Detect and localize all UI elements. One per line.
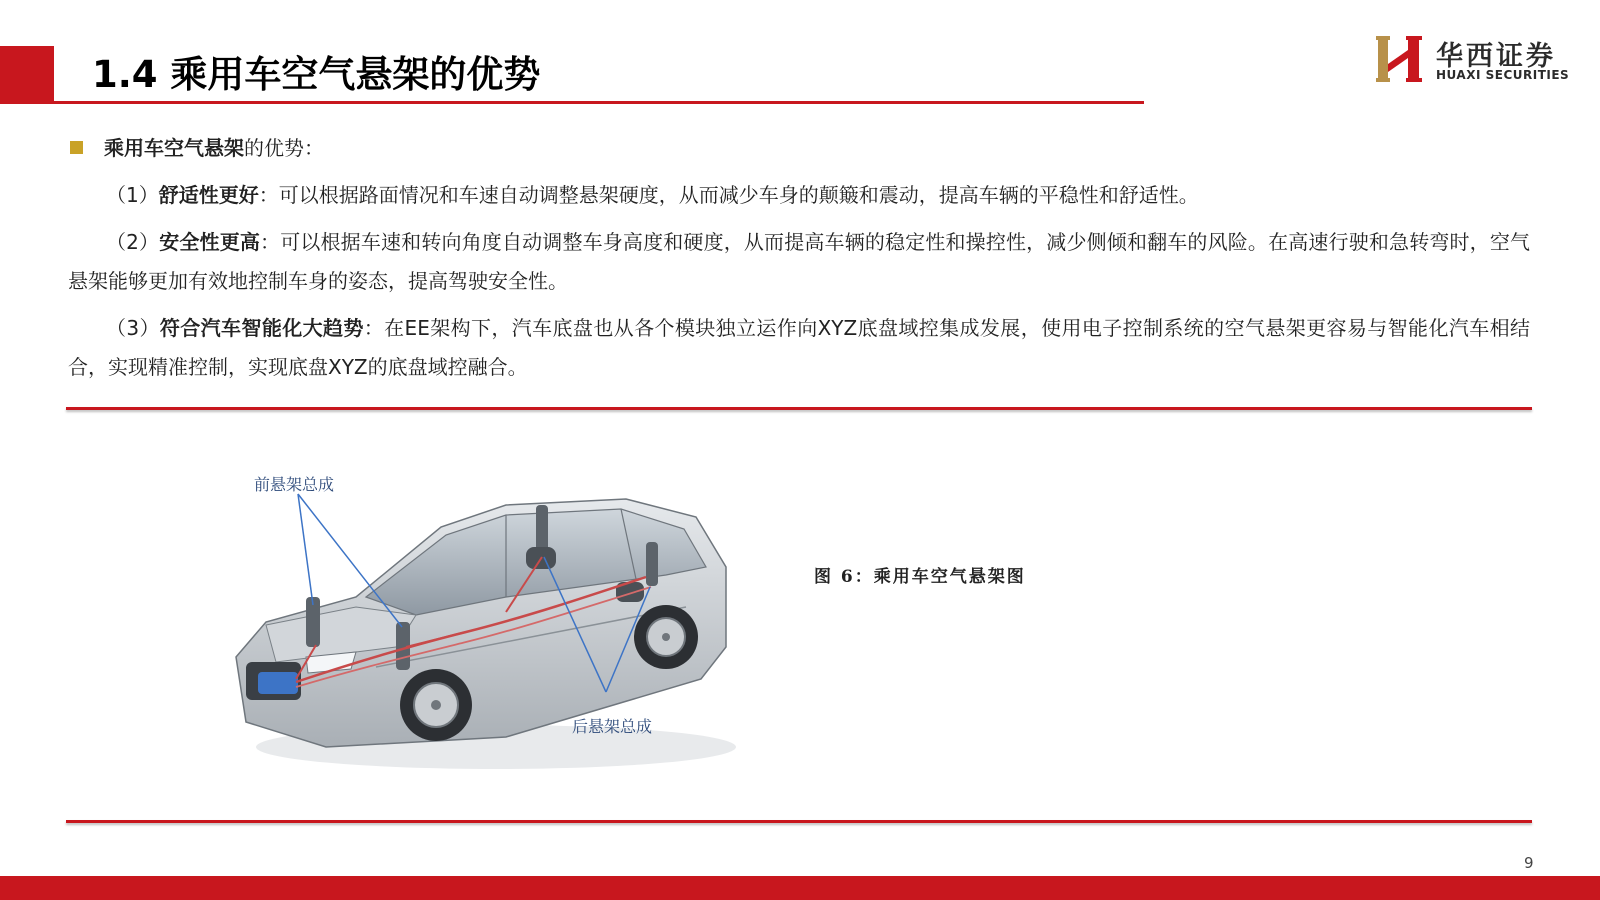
point-heading: 舒适性更好: [158, 183, 259, 207]
point-prefix: （3）: [106, 316, 160, 340]
front-suspension-label: 前悬架总成: [254, 475, 335, 494]
point-intelligence: [68, 309, 1530, 387]
air-suspension-figure: [206, 447, 736, 781]
point-text: ：可以根据车速和转向角度自动调整车身高度和硬度，从而提高车辆的稳定性和操控性，减少侧倾和翻车的风险。在高速行驶和急转弯时，空气悬架能够更加有效地控制车身的姿态，提高驾驶安全性。: [68, 230, 1531, 293]
square-bullet-icon: [70, 141, 83, 154]
huaxi-logo-icon: [1376, 34, 1424, 84]
page-title: 1.4 乘用车空气悬架的优势: [92, 53, 541, 96]
compressor-icon: [258, 672, 298, 694]
title-accent-block: [0, 46, 54, 104]
separator-bottom: [66, 820, 1532, 823]
lead-bold: 乘用车空气悬架: [104, 136, 244, 160]
separator-top: [66, 407, 1532, 410]
figure-caption: 图 6：乘用车空气悬架图: [814, 567, 1026, 587]
content-block: [68, 128, 1530, 387]
rear-wheel-icon: [634, 605, 698, 669]
point-prefix: （1）: [106, 183, 159, 207]
front-wheel-icon: [400, 669, 472, 741]
page-number: 9: [1524, 854, 1534, 872]
point-text: ：在EE架构下，汽车底盘也从各个模块独立运作向XYZ底盘域控集成发展，使用电子控制系统的空气悬架更容易与智能化汽车相结合，实现精准控制，实现底盘XYZ的底盘域控融合。: [68, 316, 1530, 379]
company-logo: [1376, 34, 1572, 84]
point-heading: 符合汽车智能化大趋势: [159, 316, 364, 340]
point-comfort: [68, 176, 1530, 215]
point-prefix: （2）: [106, 230, 160, 254]
point-safety: [68, 223, 1530, 301]
logo-name-cn: 华西证券: [1436, 41, 1556, 72]
car-illustration: [206, 447, 736, 781]
logo-name-en: HUAXI SECURITIES: [1436, 68, 1570, 82]
rear-suspension-label: 后悬架总成: [572, 717, 653, 736]
point-heading: 安全性更高: [159, 230, 261, 254]
lead-rest: 的优势：: [244, 136, 324, 160]
point-text: ：可以根据路面情况和车速自动调整悬架硬度，从而减少车身的颠簸和震动，提高车辆的平稳性和舒适性。: [258, 183, 1199, 207]
lead-line: [68, 128, 1530, 168]
footer-bar: [0, 876, 1600, 900]
